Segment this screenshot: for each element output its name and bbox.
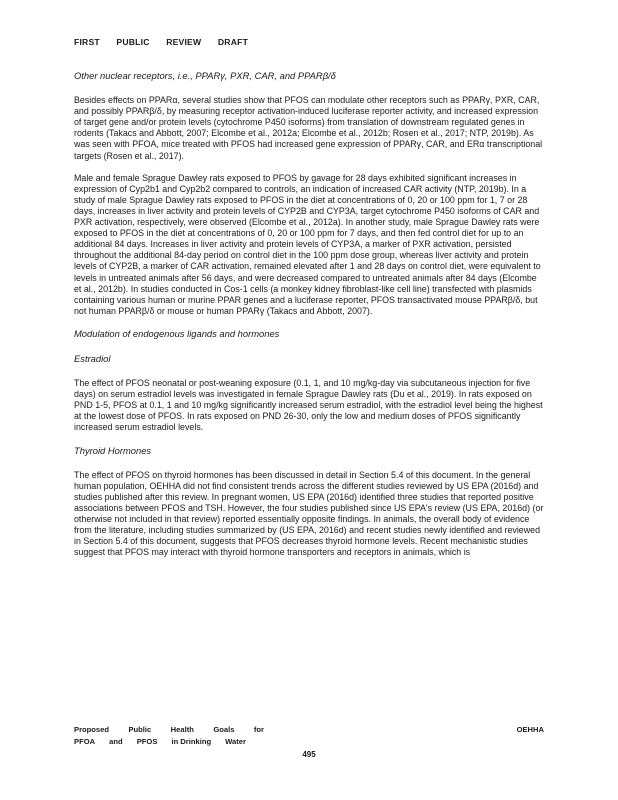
draft-header (74, 37, 262, 47)
footer-word: Goals (213, 725, 235, 734)
section-heading: Other nuclear receptors, i.e., PPARγ, PXR, CAR, and PPARβ/δ (74, 70, 336, 81)
footer-word: Water (225, 737, 246, 746)
footer-word: Public (128, 725, 152, 734)
section-heading: Modulation of endogenous ligands and hormones (74, 327, 280, 339)
footer-word: and (109, 737, 123, 746)
paragraph: The effect of PFOS on thyroid hormones has been discussed in detail in Section 5.4 of this document. In the general human population, OEHHA did not find consistent trends across the different studies reviewed by US EPA (2016d) and studies published after this review. In pregnant women, US EPA (2016d) identified three studies that reported positive associations between PFOS and TSH. However, the four studies published since US EPA's review (US EPA, 2016d) (or otherwise not included in that review) reported essentially opposite findings. In animals, the overall body of evidence from the literature, including studies summarized by (US EPA, 2016d) and recent studies newly identified and reviewed in Section 5.4 of this document, suggests that PFOS decreases thyroid hormone levels. Recent mechanistic studies suggest that PFOS may interact with thyroid hormone transporters and receptors in animals, which is (74, 469, 544, 558)
footer-word: Health (170, 725, 194, 734)
page-body (74, 70, 544, 569)
page-number: 495 (302, 750, 316, 759)
header-word: PUBLIC (116, 37, 150, 47)
header-word: DRAFT (217, 37, 249, 47)
header-word: FIRST (74, 37, 100, 47)
footer-word: PFOS (136, 737, 158, 746)
paragraph: Male and female Sprague Dawley rats exposed to PFOS by gavage for 28 days exhibited significant increases in expression of Cyp2b1 and Cyp2b2 compared to controls, an indication of increased CAR activity (NTP, 2019b). In a study of male Sprague Dawley rats exposed to PFOS in the diet at concentrations of 0, 20 or 100 ppm for 1, 7 or 28 days, increases in liver activity and protein levels of CYP2B and CYP3A, target cytochrome P450 isoforms of CAR and PXR activation, respectively, were observed (Elcombe et al., 2012a). In another study, male Sprague Dawley rats were exposed to PFOS in the diet at concentrations of 0, 20 or 100 ppm for 7 days, and then fed control diet for up to an additional 84 days. Increases in liver activity and protein levels of CYP3A, a marker of PXR activation, persisted throughout the additional 84-day period on control diet in the 100 ppm dose group, whereas liver activity and protein levels of CYP2B, a marker of CAR activation, remained elevated after 1 and 28 days on control diet, were equivalent to levels in untreated animals after 56 days, and were decreased compared to untreated animals after 84 days (Elcombe et al., 2012b). In studies conducted in Cos-1 cells (a monkey kidney fibroblast-like cell line) transfected with plasmids containing various human or murine PPAR genes and a luciferase reporter, PFOS transactivated mouse PPARβ/δ, but not human PPARβ/δ or mouse or human PPARγ (Takacs and Abbott, 2007). (74, 172, 541, 316)
footer-agency: OEHHA (516, 725, 544, 734)
paragraph: Besides effects on PPARα, several studies show that PFOS can modulate other receptors such as PPARγ, PXR, CAR, and possibly PPARβ/δ, by measuring receptor activation-induced luciferase reporter activity, and increased expression of target gene and/or protein levels (cytochrome P450 isoforms) from translation of downstream regulated genes in rodents (Takacs and Abbott, 2007; Elcombe et al., 2012a; Elcombe et al., 2012b; Rosen et al., 2017; NTP, 2019b). As was seen with PFOA, mice treated with PFOS had increased gene expression of PPARγ, CAR, and ERα transcriptional targets (Rosen et al., 2017). (74, 95, 543, 161)
section-heading: Estradiol (74, 352, 111, 364)
paragraph: The effect of PFOS neonatal or post-weaning exposure (0.1, 1, and 10 mg/kg-day via subcutaneous injection for five days) on serum estradiol levels was investigated in female Sprague Dawley rats (Du et al., 2019). In rats exposed on PND 1-5, PFOS at 0.1, 1 and 10 mg/kg significantly increased serum estradiol, with the estradiol level being the highest at the lowest dose of PFOS. In rats exposed on PND 26-30, only the low and medium doses of PFOS significantly increased serum estradiol levels. (74, 378, 543, 433)
footer-word: PFOA (74, 737, 96, 746)
footer-word: Proposed (74, 725, 110, 734)
footer-word: for (253, 725, 264, 734)
header-word: REVIEW (166, 37, 202, 47)
footer-word: in Drinking (171, 737, 212, 746)
page-footer (74, 725, 544, 746)
section-heading: Thyroid Hormones (74, 444, 152, 456)
